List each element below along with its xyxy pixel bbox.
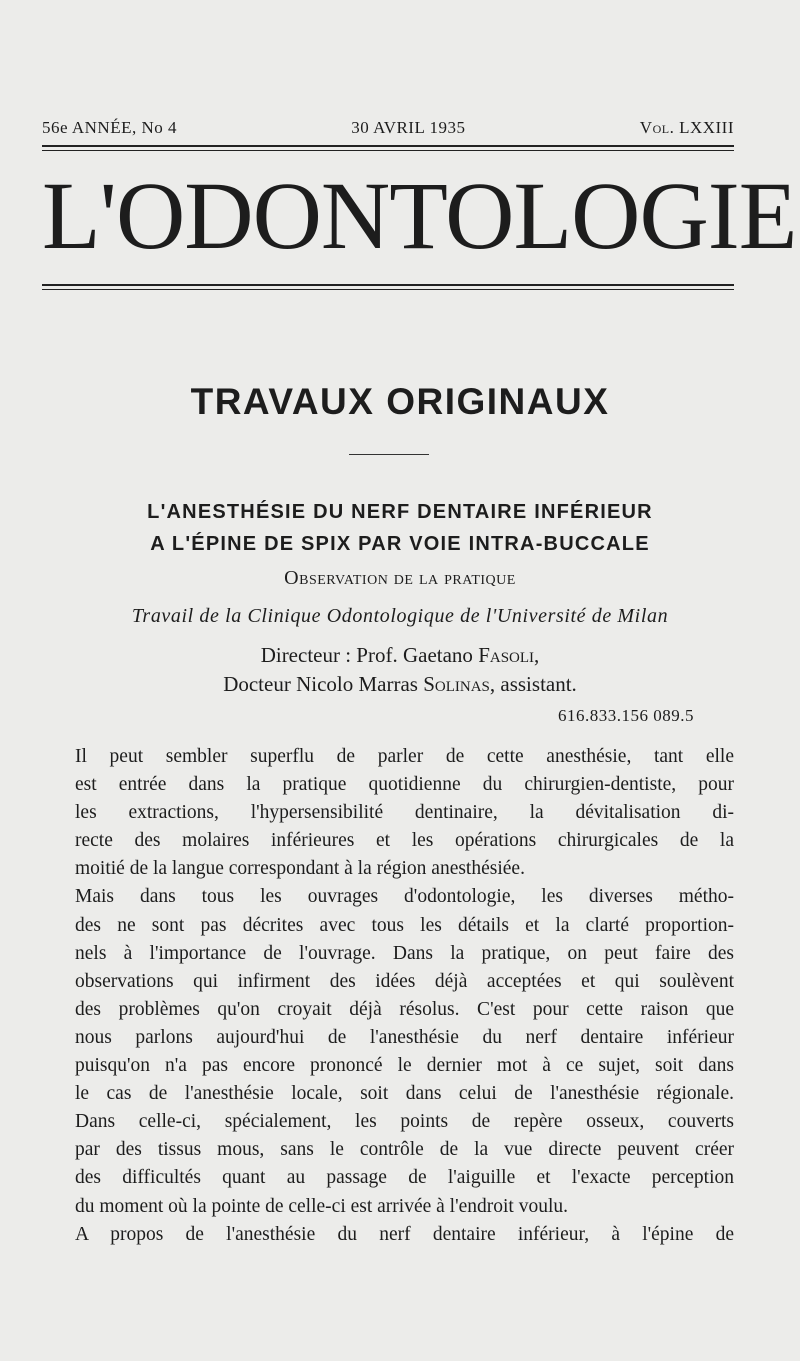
text-line: des ne sont pas décrites avec tous les détails et la clarté proportion- [75,914,734,936]
text-line: observations qui infirment des idées déjà acceptées et qui soulèvent [75,970,734,992]
text-line: des difficultés quant au passage de l'aiguille et l'exacte perception [75,1167,734,1189]
article-title [0,496,800,560]
author-prefix: Docteur Nicolo Marras [223,672,424,696]
text-line: par des tissus mous, sans le contrôle de la vue directe peuvent créer [75,1139,734,1161]
classification-number: 616.833.156 089.5 [558,706,694,725]
text-line: A propos de l'anesthésie du nerf dentaire inférieur, à l'épine de [75,1223,734,1245]
article-subtitle: Observation de la pratique [284,567,516,589]
author-suffix: assistant. [495,672,577,696]
article-title-line: L'ANESTHÉSIE DU NERF DENTAIRE INFÉRIEUR [147,501,653,523]
header-rule-bottom [42,284,734,290]
article-body [42,743,734,1249]
text-line: puisqu'on n'a pas encore prononcé le dernier mot à ce sujet, soit dans [75,1055,734,1077]
journal-masthead: L'ODONTOLOGIE [42,162,797,269]
article-author [0,672,800,697]
article-title-line: A L'ÉPINE DE SPIX PAR VOIE INTRA-BUCCALE [150,533,650,555]
text-line: moitié de la langue correspondant à la région anesthésiée. [75,858,525,880]
text-line: Mais dans tous les ouvrages d'odontologie, les diverses métho- [75,886,734,908]
text-line: le cas de l'anesthésie locale, soit dans celui de l'anesthésie régionale. [75,1083,734,1105]
text-line: recte des molaires inférieures et les opérations chirurgicales de la [75,830,734,852]
running-header [42,118,734,138]
header-rule-top [42,145,734,151]
text-line: Il peut sembler superflu de parler de cette anesthésie, tant elle [75,746,734,767]
text-line: nous parlons aujourd'hui de l'anesthésie du nerf dentaire inférieur [75,1026,734,1048]
text-line: Dans celle-ci, spécialement, les points de repère osseux, couverts [75,1111,734,1133]
text-line: est entrée dans la pratique quotidienne du chirurgien-dentiste, pour [75,774,734,796]
text-line: nels à l'importance de l'ouvrage. Dans la pratique, on peut faire des [75,942,734,964]
text-line: les extractions, l'hypersensibilité dentinaire, la dévitalisation di- [75,802,734,824]
issue-date: 30 AVRIL 1935 [351,118,466,137]
volume-number: Vol. LXXIII [639,118,734,137]
section-title: TRAVAUX ORIGINAUX [190,381,610,422]
issue-number: 56e ANNÉE, No 4 [42,118,177,137]
section-divider [349,454,429,455]
article-director [0,643,800,668]
article-affiliation: Travail de la Clinique Odontologique de l'Université de Milan [131,605,669,627]
paragraph [42,743,734,883]
text-line: du moment où la pointe de celle-ci est arrivée à l'endroit voulu. [75,1195,569,1217]
paragraph [42,1221,734,1249]
author-name: Solinas, [423,672,496,696]
text-line: des problèmes qu'on croyait déjà résolus. C'est pour cette raison que [75,998,734,1020]
director-name: Fasoli, [478,643,540,667]
director-prefix: Directeur : Prof. Gaetano [260,643,479,667]
paragraph [42,883,734,1220]
